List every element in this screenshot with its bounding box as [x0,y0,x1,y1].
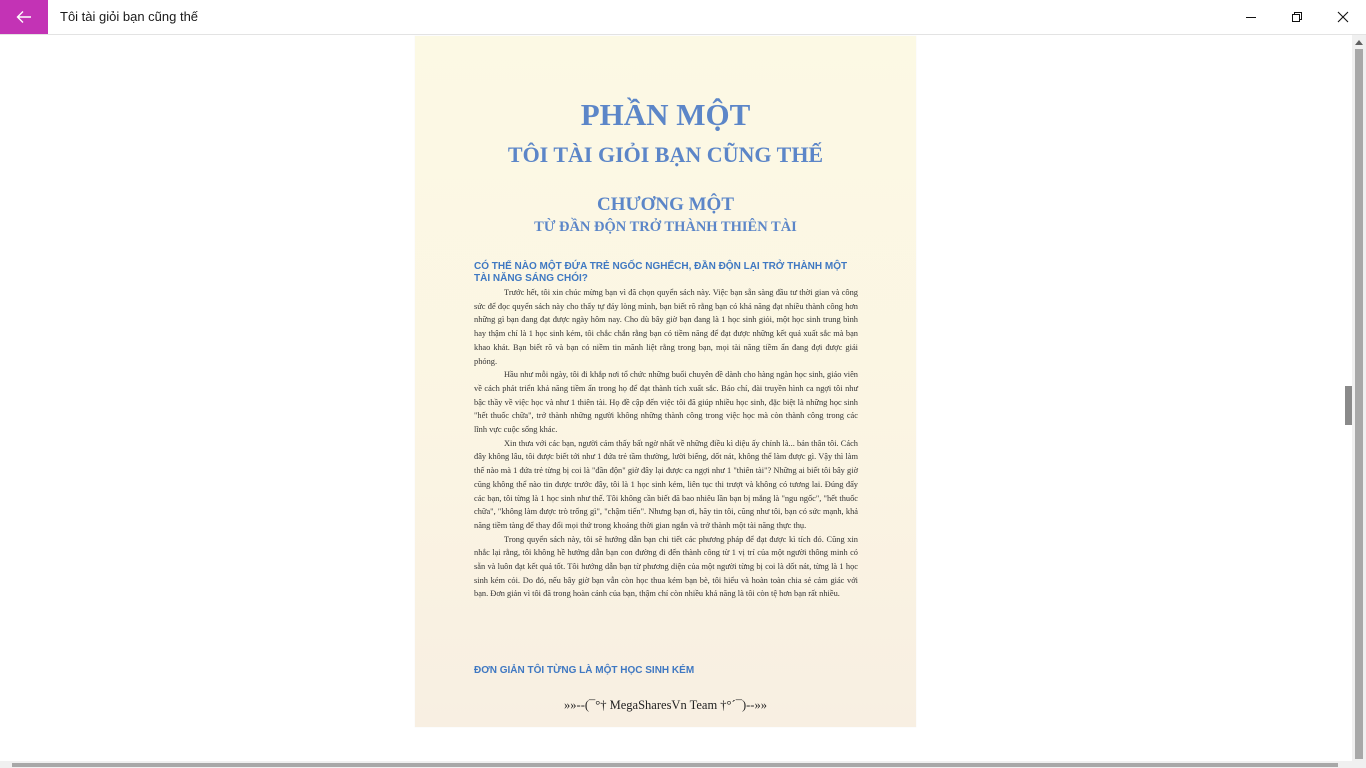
horizontal-scrollbar[interactable] [0,761,1366,768]
paragraph: Trước hết, tôi xin chúc mừng bạn vì đã chọn quyển sách này. Việc bạn sẵn sàng đầu tư thời gian và công sức để đọc quyển sách này cho thấy tự đáy lòng mình, bạn biết rõ rằng bạn có khả năng đạt nhiều thành công hơn những gì bạn đang đạt được ngày hôm nay. Cho dù bây giờ bạn đang là 1 học sinh giỏi, một học sinh trung bình hay thậm chí là 1 học sinh kém, tôi chắc chắn rằng bạn có tiềm năng để đạt được những kết quả xuất sắc mà bạn khao khát. Bạn biết rõ và bạn có niềm tin mãnh liệt rằng trong bạn, mọi tài năng tiềm ẩn đang đợi được giải phóng. [474,288,858,366]
minimize-button[interactable] [1228,0,1274,34]
subheading: ĐƠN GIẢN TÔI TỪNG LÀ MỘT HỌC SINH KÉM [474,665,695,676]
restore-button[interactable] [1274,0,1320,34]
close-button[interactable] [1320,0,1366,34]
paragraph: Xin thưa với các bạn, người cảm thấy bất ngờ nhất về những điều kì diệu ấy chính là... bản thân tôi. Cách đây không lâu, tôi được biết tới như 1 đứa trẻ tầm thường, lười biếng, dốt nát, không thể làm được gì. Vậy thì làm thế nào mà 1 đứa trẻ từng bị coi là "đần độn" giờ đây lại được ca ngợi như 1 "thiên tài"? Những ai biết tôi bây giờ cũng không thể nào tin được trước đây, tôi là 1 học sinh kém, liên tục thi trượt và không có tương lai. Đúng đấy các bạn, tôi từng là 1 học sinh như thế. Tôi không cần biết đã bao nhiêu lần bạn bị mắng là "ngu ngốc", "hết thuốc chữa", "không làm được trò trống gì", "chậm tiến". Nhưng bạn ơi, hãy tin tôi, cũng như tôi, bạn có sức mạnh, khả năng tiềm tàng để thay đổi mọi thứ trong khoảng thời gian ngắn và trở thành một tài năng thực thụ. [474,438,858,530]
back-button[interactable] [0,0,48,34]
scroll-up-button[interactable] [1352,35,1366,49]
document-viewer[interactable] [0,35,1352,761]
section-heading: CÓ THỂ NÀO MỘT ĐỨA TRẺ NGỐC NGHẾCH, ĐẦN ĐỘN LẠI TRỞ THÀNH MỘT TÀI NĂNG SÁNG CHÓI? [474,261,848,284]
chapter-label: CHƯƠNG MỘT [596,194,735,215]
arrow-left-icon [16,10,32,24]
body-text [474,286,858,601]
vertical-scrollbar[interactable] [1352,35,1366,761]
vertical-scroll-thumb[interactable] [1355,49,1363,759]
book-page [415,36,916,727]
signature: »»--(¯°† MegaSharesVn Team †°´¯)--»» [564,698,767,712]
title-bar [0,0,1366,35]
window-title: Tôi tài giỏi bạn cũng thế [60,9,199,24]
minimize-icon [1245,11,1257,23]
part-title: PHẦN MỘT [580,97,751,132]
horizontal-scroll-thumb[interactable] [12,763,1338,767]
close-icon [1337,11,1349,23]
paragraph: Trong quyển sách này, tôi sẽ hướng dẫn bạn chi tiết các phương pháp để đạt được kì tích đó. Cũng xin nhắc lại rằng, tôi không hề hướng dẫn bạn con đường đi đến thành công từ 1 vị trí của một người thông minh có sẵn và luôn đạt kết quả tốt. Tôi hướng dẫn bạn từ phương diện của một người từng bị coi là dốt nát, từng là 1 học sinh kém cỏi. Do đó, nếu bây giờ bạn vẫn còn học thua kém bạn bè, tôi hiểu và hoàn toàn chia sẻ cảm giác với bạn. Đơn giản vì tôi đã trong hoàn cảnh của bạn, thậm chí còn nhiều khả năng là tôi còn tệ hơn bạn rất nhiều. [474,534,858,599]
paragraph: Hầu như mỗi ngày, tôi đi khắp nơi tổ chức những buổi chuyên đề dành cho hàng ngàn học sinh, giáo viên về cách phát triển khả năng tiềm ẩn trong họ để đạt thành tích xuất sắc. Báo chí, đài truyền hình ca ngợi tôi như bậc thầy về việc học và như 1 thiên tài. Họ đề cập đến việc tôi đã giúp nhiều học sinh, đặc biệt là những học sinh "hết thuốc chữa", trở thành những người không những thành công trong việc học mà còn thành công trong các lĩnh vực cuộc sống khác. [474,370,858,435]
restore-icon [1291,11,1303,23]
chapter-title: TỪ ĐẦN ĐỘN TRỞ THÀNH THIÊN TÀI [534,219,797,235]
caret-up-icon [1355,39,1363,45]
book-title: TÔI TÀI GIỎI BẠN CŨNG THẾ [507,142,824,167]
